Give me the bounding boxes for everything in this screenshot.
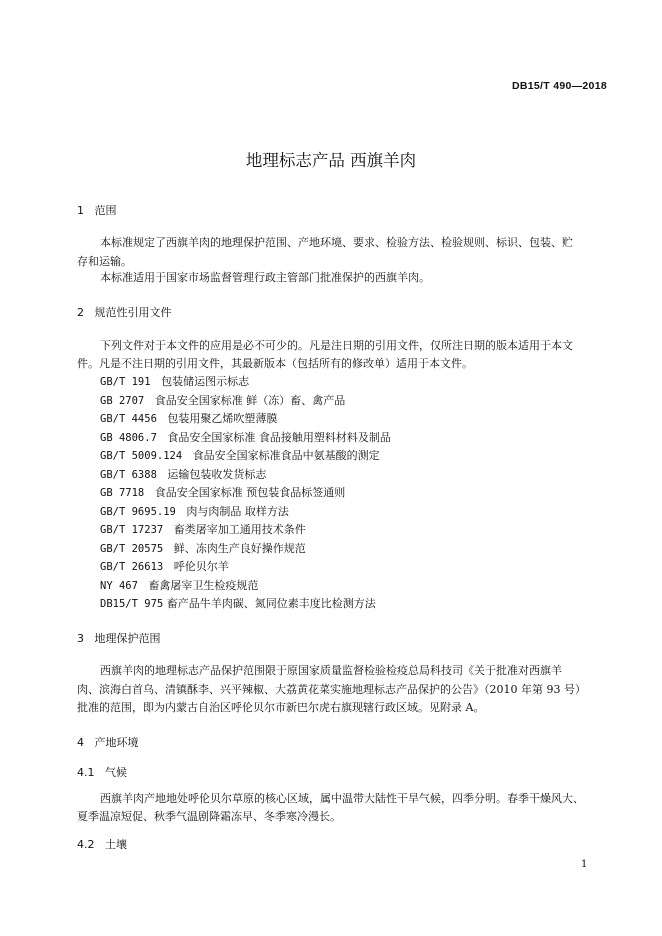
- reference-code: GB/T 4456: [100, 413, 157, 425]
- reference-code: GB/T 6388: [100, 468, 157, 481]
- paragraph-line: 夏季温凉短促、秋季气温剧降霜冻早、冬季寒冷漫长。: [77, 810, 341, 823]
- section-title: 地理保护范围: [94, 632, 161, 645]
- section-number: 4.2: [77, 838, 95, 851]
- section-number: 4: [77, 736, 84, 749]
- reference-item: [100, 539, 306, 559]
- section-title: 规范性引用文件: [94, 306, 172, 319]
- section-title: 气候: [105, 766, 127, 779]
- section-title: 产地环境: [94, 736, 139, 749]
- section-number: 3: [77, 632, 84, 645]
- standard-code: DB15/T 490—2018: [512, 80, 607, 92]
- reference-code: GB/T 5009.124: [100, 450, 183, 462]
- reference-item: [100, 446, 380, 466]
- paragraph-line: 存和运输。: [77, 255, 132, 268]
- reference-item: [100, 409, 277, 429]
- reference-item: [100, 428, 391, 448]
- paragraph-line: 西旗羊肉产地地处呼伦贝尔草原的核心区域，属中温带大陆性干旱气候，四季分明。春季干燥风大、: [100, 792, 584, 805]
- reference-item: [100, 594, 376, 614]
- reference-title: 食品安全国家标准食品中氨基酸的测定: [192, 449, 380, 462]
- reference-title: 包装用聚乙烯吹塑薄膜: [167, 412, 278, 425]
- section-title: 范围: [94, 204, 117, 217]
- reference-item: [100, 483, 345, 503]
- reference-item: [100, 465, 266, 485]
- paragraph-line: 下列文件对于本文件的应用是必不可少的。凡是注日期的引用文件，仅所注日期的版本适用于本文: [100, 339, 573, 352]
- document-title: 地理标志产品 西旗羊肉: [245, 151, 417, 170]
- reference-title: 鲜、冻肉生产良好操作规范: [173, 541, 306, 555]
- reference-item: [100, 557, 229, 577]
- reference-code: GB/T 26613: [100, 561, 164, 573]
- reference-code: GB/T 17237: [100, 524, 164, 536]
- section-3-heading: [77, 630, 161, 646]
- reference-title: 畜类屠宰加工通用技术条件: [173, 523, 306, 536]
- reference-code: GB 2707: [100, 394, 145, 407]
- reference-title: 畜禽屠宰卫生检疫规范: [148, 578, 259, 592]
- subsection-4-1-heading: [77, 764, 127, 780]
- section-4-heading: [77, 734, 139, 750]
- reference-title: 食品安全国家标准 预包装食品标签通则: [154, 486, 346, 499]
- reference-item: [100, 391, 345, 411]
- reference-code: GB 7718: [100, 487, 145, 499]
- reference-item: [100, 502, 289, 522]
- reference-title: 畜产品牛羊肉碳、氮同位素丰度比检测方法: [166, 597, 376, 610]
- page-number: 1: [581, 859, 588, 870]
- section-title: 土壤: [105, 838, 127, 851]
- reference-item: [100, 372, 249, 392]
- section-number: 1: [77, 204, 84, 217]
- reference-title: 食品安全国家标准 鲜（冻）畜、禽产品: [154, 393, 346, 407]
- reference-code: GB 4806.7: [100, 431, 157, 444]
- reference-title: 包装储运图示标志: [161, 375, 250, 388]
- reference-item: [100, 576, 258, 596]
- reference-code: DB15/T 975: [100, 598, 164, 610]
- paragraph-line: 批准的范围，即为内蒙古自治区呼伦贝尔市新巴尔虎右旗现辖行政区域。见附录 A。: [77, 701, 485, 714]
- section-number: 2: [77, 306, 84, 319]
- section-2-heading: [77, 304, 172, 320]
- reference-item: [100, 520, 306, 540]
- reference-code: GB/T 20575: [100, 542, 164, 555]
- reference-title: 肉与肉制品 取样方法: [186, 504, 289, 518]
- reference-code: NY 467: [100, 579, 138, 592]
- reference-title: 食品安全国家标准 食品接触用塑料材料及制品: [167, 430, 391, 444]
- paragraph-line: 件。凡是不注日期的引用文件，其最新版本（包括所有的修改单）适用于本文件。: [77, 357, 473, 370]
- reference-title: 呼伦贝尔羊: [173, 560, 229, 573]
- paragraph-line: 西旗羊肉的地理标志产品保护范围限于原国家质量监督检验检疫总局科技司《关于批准对西旗羊: [100, 664, 562, 677]
- paragraph-line: 肉、滨海白首乌、清镇酥李、兴平辣椒、大荔黄花菜实施地理标志产品保护的公告》（2010 年第 93 号）: [77, 683, 586, 696]
- paragraph-line: 本标准规定了西旗羊肉的地理保护范围、产地环境、要求、检验方法、检验规则、标识、包装、贮: [100, 236, 573, 249]
- section-number: 4.1: [77, 766, 95, 779]
- reference-code: GB/T 191: [100, 376, 151, 388]
- paragraph-line: 本标准适用于国家市场监督管理行政主管部门批准保护的西旗羊肉。: [100, 271, 430, 284]
- section-1-heading: [77, 202, 117, 218]
- subsection-4-2-heading: [77, 836, 127, 852]
- reference-title: 运输包装收发货标志: [167, 467, 267, 481]
- reference-code: GB/T 9695.19: [100, 505, 176, 518]
